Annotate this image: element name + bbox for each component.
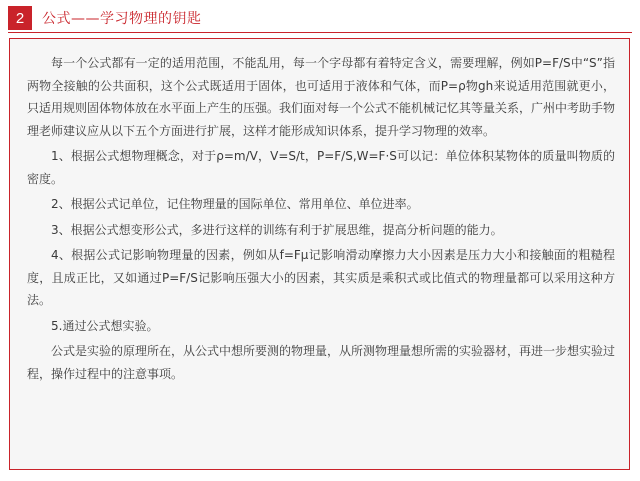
point-1-paragraph: 1、根据公式想物理概念，对于ρ=m/V，V=S/t，P=F/S,W=F·S可以记：单位体积某物体的质量叫物质的密度。 — [27, 149, 615, 186]
point-2-paragraph: 2、根据公式记单位，记住物理量的国际单位、常用单位、单位进率。 — [51, 197, 419, 211]
content-box — [9, 38, 630, 470]
point-5-paragraph: 公式是实验的原理所在，从公式中想所要测的物理量，从所测物理量想所需的实验器材，再进一步想实验过程，操作过程中的注意事项。 — [27, 344, 616, 381]
point-4-paragraph: 4、根据公式记影响物理量的因素，例如从f=Fμ记影响滑动摩擦力大小因素是压力大小和接触面的粗糙程度，且成正比，又如通过P=F/S记影响压强大小的因素，其实质是乘积式或比值式的物理量都可以采用这种方法。 — [27, 248, 615, 307]
section-number-badge: 2 — [8, 6, 32, 30]
point-5-heading: 5.通过公式想实验。 — [51, 318, 159, 333]
intro-paragraph: 每一个公式都有一定的适用范围，不能乱用，每一个字母都有着特定含义，需要理解，例如P=F/S中“S”指两物全接触的公共面积，这个公式既适用于固体，也可适用于液体和气体，而P=ρ物gh来说适用范围就更小，只适用规则固体物体放在水平面上产生的压强。我们面对每一个公式不能机械记忆其等量关系，广州中考助手物理老师建议应从以下五个方面进行扩展，这样才能形成知识体系，提升学习物理的效率。 — [27, 56, 616, 138]
header-divider — [8, 32, 632, 33]
point-3-paragraph: 3、根据公式想变形公式，多进行这样的训练有利于扩展思维，提高分析问题的能力。 — [51, 222, 503, 237]
section-header — [8, 6, 632, 30]
section-title: 公式——学习物理的钥匙 — [42, 11, 202, 27]
